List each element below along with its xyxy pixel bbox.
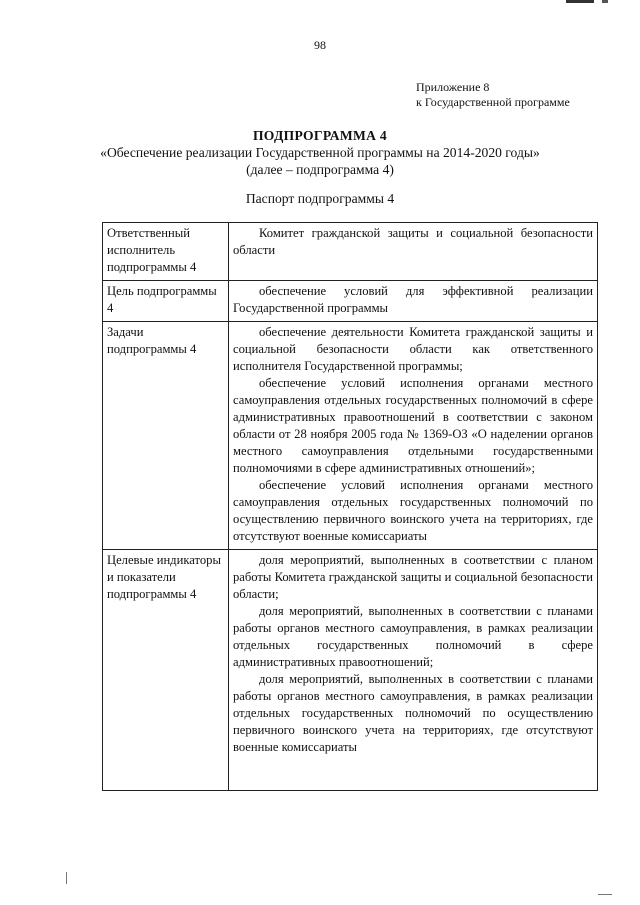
row-paragraph: Комитет гражданской защиты и социальной безопасности области (233, 226, 593, 257)
page-number: 98 (314, 38, 326, 52)
row-paragraph: обеспечение условий для эффективной реализации Государственной программы (233, 284, 593, 315)
row-paragraph: доля мероприятий, выполненных в соответствии с планами работы органов местного самоуправления, в рамках реализации отдельных государственных полномочий по осуществлению первичного воинского учета на территориях, где отсутствуют военные комиссариаты (233, 672, 593, 754)
row-paragraph: доля мероприятий, выполненных в соответствии с планами работы органов местного самоуправления, в рамках реализации отдельных государственных полномочий в сфере административных правоотношений; (233, 604, 593, 669)
scan-artifact (66, 872, 67, 884)
row-label: Ответственный исполнитель подпрограммы 4 (103, 223, 229, 281)
table-row (103, 281, 598, 322)
subprogram-title (0, 127, 640, 178)
row-value (229, 322, 598, 550)
row-value (229, 550, 598, 791)
passport-title: Паспорт подпрограммы 4 (245, 191, 395, 206)
row-paragraph: доля мероприятий, выполненных в соответствии с планом работы Комитета гражданской защиты и социальной безопасности области; (233, 553, 593, 601)
subprogram-full-name: «Обеспечение реализации Государственной программы на 2014-2020 годы» (100, 145, 540, 160)
row-value (229, 281, 598, 322)
subprogram-heading: ПОДПРОГРАММА 4 (252, 128, 388, 143)
table-row (103, 550, 598, 791)
passport-table (102, 222, 598, 791)
scan-artifact (566, 0, 594, 3)
row-paragraph: обеспечение деятельности Комитета гражданской защиты и социальной безопасности области как ответственного исполнителя Государственной программы; (233, 325, 593, 373)
table-row (103, 322, 598, 550)
row-label: Целевые индикаторы и показатели подпрограммы 4 (103, 550, 229, 791)
scan-artifact (598, 894, 612, 895)
appendix-line-1: Приложение 8 (416, 80, 490, 94)
appendix-note (416, 80, 570, 110)
table-row (103, 223, 598, 281)
appendix-line-2: к Государственной программе (416, 95, 570, 109)
row-value (229, 223, 598, 281)
subprogram-short-name: (далее – подпрограмма 4) (246, 162, 394, 177)
row-label: Задачи подпрограммы 4 (103, 322, 229, 550)
row-label: Цель подпрограммы 4 (103, 281, 229, 322)
row-paragraph: обеспечение условий исполнения органами местного самоуправления отдельных государственных полномочий по осуществлению первичного воинского учета на территориях, где отсутствуют военные комиссариаты (233, 478, 593, 543)
scan-artifact (602, 0, 608, 3)
row-paragraph: обеспечение условий исполнения органами местного самоуправления отдельных государственных полномочий в сфере административных правоотношений в соответствии с законом области от 28 ноября 2005 года № 1369-ОЗ «О наделении органов местного самоуправления отдельными государственными полномочиями в сфере административных отношений»; (233, 376, 593, 475)
